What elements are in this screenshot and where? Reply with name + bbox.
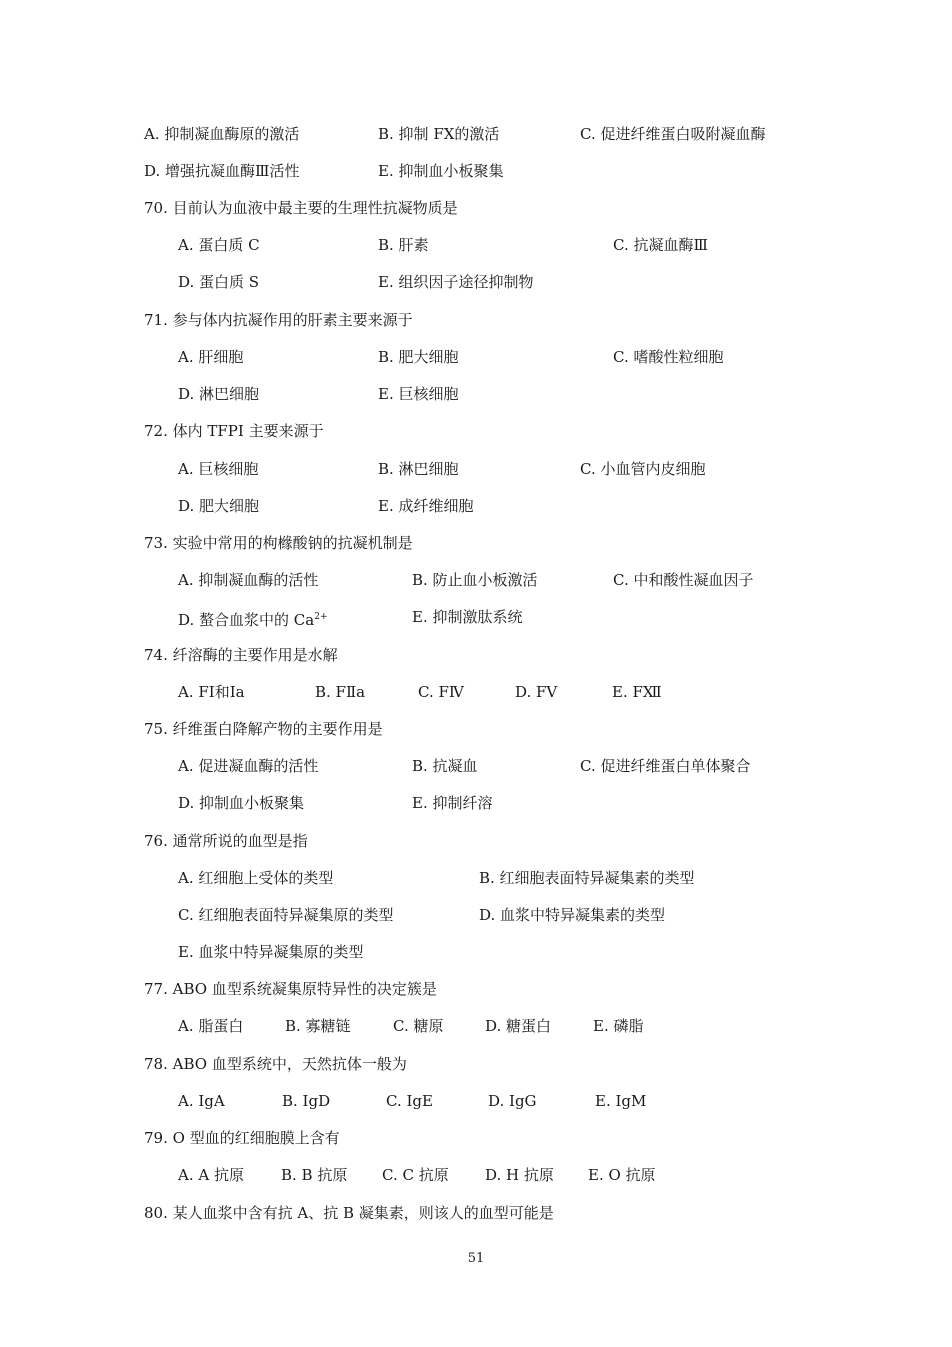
- option-text: E. 巨核细胞: [378, 385, 459, 403]
- option-text: A. 抑制凝血酶原的激活: [144, 125, 300, 143]
- option-text: A. 抑制凝血酶的活性: [178, 571, 319, 589]
- question-text: 80. 某人血浆中含有抗 A、抗 B 凝集素，则该人的血型可能是: [144, 1204, 554, 1222]
- question-text: 73. 实验中常用的枸橼酸钠的抗凝机制是: [144, 534, 413, 552]
- option-text: A. A 抗原: [178, 1166, 244, 1184]
- question-text: 71. 参与体内抗凝作用的肝素主要来源于: [144, 311, 413, 329]
- option-text: E. FⅫ: [612, 683, 662, 701]
- option-text: D. 增强抗凝血酶Ⅲ活性: [144, 162, 300, 180]
- option-text: A. 巨核细胞: [178, 460, 259, 478]
- question-text: 79. O 型血的红细胞膜上含有: [144, 1129, 340, 1147]
- page-number: 51: [467, 1251, 485, 1266]
- option-text: B. 防止血小板激活: [412, 571, 538, 589]
- option-text: C. 糖原: [393, 1017, 444, 1035]
- option-text: E. 抑制血小板聚集: [378, 162, 504, 180]
- option-text: B. 肥大细胞: [378, 348, 459, 366]
- option-text: B. 淋巴细胞: [378, 460, 459, 478]
- option-text: D. 淋巴细胞: [178, 385, 260, 403]
- option-text: D. 肥大细胞: [178, 497, 260, 515]
- option-text: E. 抑制纤溶: [412, 794, 493, 812]
- option-text: B. IgD: [282, 1092, 331, 1110]
- option-text: E. 血浆中特异凝集原的类型: [178, 943, 364, 961]
- option-text: B. 红细胞表面特异凝集素的类型: [479, 869, 695, 887]
- option-text: D. 蛋白质 S: [178, 273, 260, 291]
- option-text: D. 抑制血小板聚集: [178, 794, 305, 812]
- option-text: C. C 抗原: [382, 1166, 449, 1184]
- option-text: B. FⅡa: [315, 683, 366, 701]
- option-text: B. 肝素: [378, 236, 429, 254]
- ca-charge-superscript: 2+: [314, 612, 328, 622]
- option-text: C. 嗜酸性粒细胞: [613, 348, 724, 366]
- option-text: E. 组织因子途径抑制物: [378, 273, 534, 291]
- option-text: C. IgE: [386, 1092, 433, 1110]
- option-text: C. 促进纤维蛋白单体聚合: [580, 757, 751, 775]
- question-text: 76. 通常所说的血型是指: [144, 832, 308, 850]
- option-text: C. 抗凝血酶Ⅲ: [613, 236, 708, 254]
- option-text: B. 寡糖链: [285, 1017, 351, 1035]
- option-text: A. 红细胞上受体的类型: [178, 869, 334, 887]
- option-text: B. 抑制 FⅩ的激活: [378, 125, 500, 143]
- option-text: C. 中和酸性凝血因子: [613, 571, 754, 589]
- question-text: 70. 目前认为血液中最主要的生理性抗凝物质是: [144, 199, 458, 217]
- option-text: D. IgG: [488, 1092, 537, 1110]
- option-text: A. 肝细胞: [178, 348, 244, 366]
- option-text: C. FⅣ: [418, 683, 464, 701]
- option-text: A. FⅠ和Ⅰa: [178, 683, 245, 701]
- option-text: E. 磷脂: [593, 1017, 644, 1035]
- option-text: B. B 抗原: [281, 1166, 348, 1184]
- option-text: E. 成纤维细胞: [378, 497, 474, 515]
- option-text: A. IgA: [178, 1092, 225, 1110]
- option-text: D. 螯合血浆中的 $Ca^{2+}$: [178, 611, 328, 629]
- option-text: A. 蛋白质 C: [178, 236, 260, 254]
- option-text: D. 血浆中特异凝集素的类型: [479, 906, 666, 924]
- option-text: E. IgM: [595, 1092, 647, 1110]
- option-text: E. 抑制激肽系统: [412, 608, 523, 626]
- question-text: 75. 纤维蛋白降解产物的主要作用是: [144, 720, 383, 738]
- question-text: 74. 纤溶酶的主要作用是水解: [144, 646, 338, 664]
- option-text: D. FⅤ: [515, 683, 558, 701]
- question-text: 78. ABO 血型系统中，天然抗体一般为: [144, 1055, 407, 1073]
- option-text: D. H 抗原: [485, 1166, 554, 1184]
- option-text: C. 红细胞表面特异凝集原的类型: [178, 906, 394, 924]
- option-text: C. 促进纤维蛋白吸附凝血酶: [580, 125, 766, 143]
- option-text: A. 脂蛋白: [178, 1017, 244, 1035]
- option-text: A. 促进凝血酶的活性: [178, 757, 319, 775]
- option-text: E. O 抗原: [588, 1166, 656, 1184]
- option-text: C. 小血管内皮细胞: [580, 460, 706, 478]
- option-text: D. 糖蛋白: [485, 1017, 552, 1035]
- question-text: 77. ABO 血型系统凝集原特异性的决定簇是: [144, 980, 437, 998]
- option-text: B. 抗凝血: [412, 757, 478, 775]
- question-text: 72. 体内 TFPI 主要来源于: [144, 422, 324, 440]
